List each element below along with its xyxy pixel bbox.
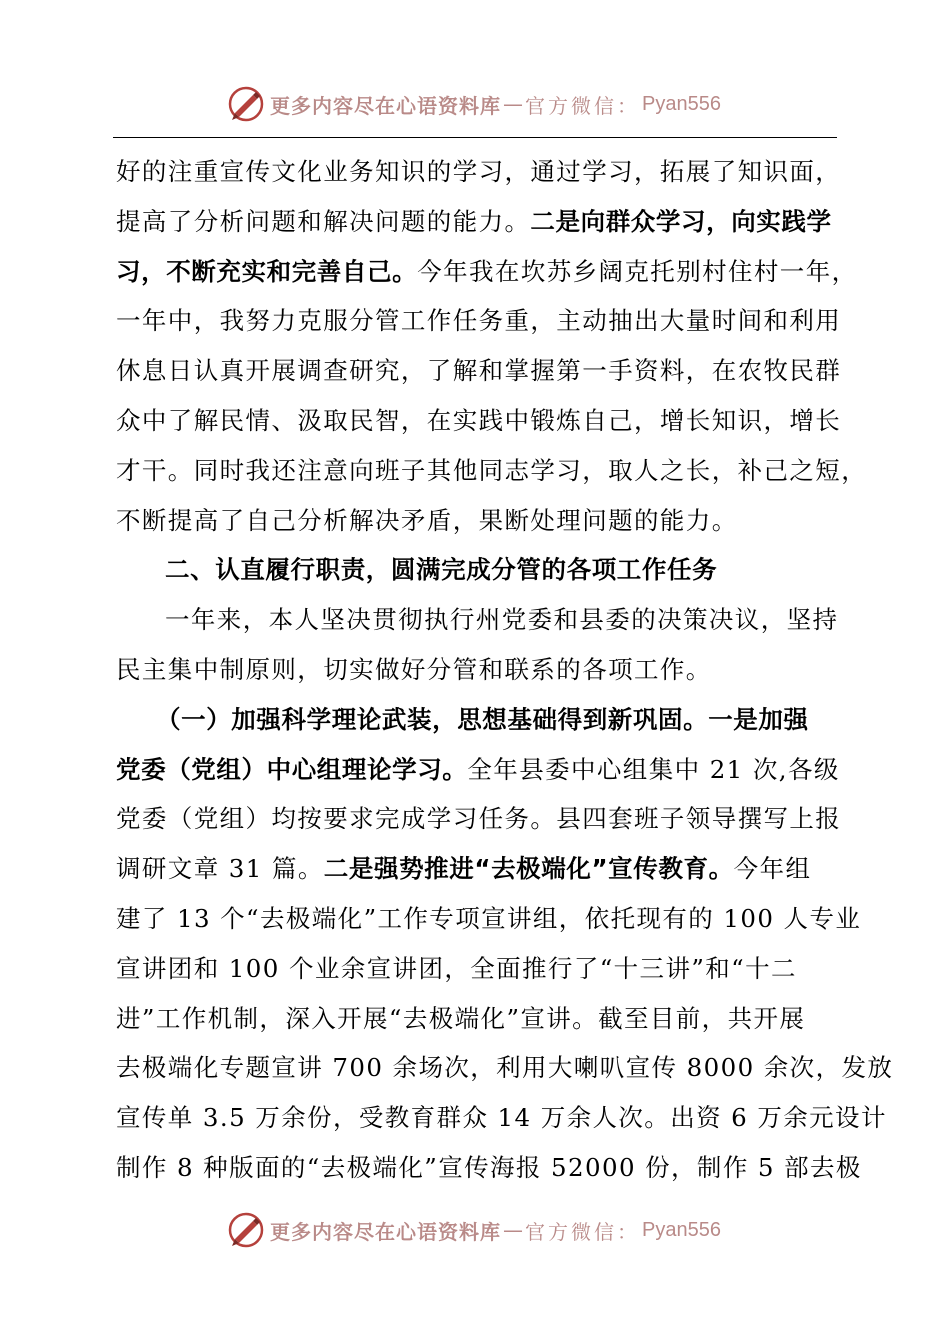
watermark-site-name: 更多内容尽在心语资料库 (270, 93, 501, 118)
header-divider (113, 137, 837, 138)
text-line: 众中了解民情、汲取民智，在实践中锻炼自己，增长知识，增长 (116, 405, 842, 435)
bold-text-segment: 二是向群众学习，向实践学 (530, 206, 832, 236)
text-line: 不断提高了自己分析解决矛盾，果断处理问题的能力。 (116, 505, 738, 535)
text-line: 去极端化专题宣讲 700 余场次，利用大喇叭宣传 8000 余次，发放 (116, 1053, 894, 1083)
text-line: 才干。同时我还注意向班子其他同志学习，取人之长，补己之短， (116, 455, 868, 485)
text-line: 党委（党组）均按要求完成学习任务。县四套班子领导撰写上报 (116, 804, 842, 834)
text-line: 民主集中制原则，切实做好分管和联系的各项工作。 (116, 654, 712, 684)
document-body (116, 147, 894, 1193)
watermark-wechat-id: Pyan556 (642, 92, 721, 115)
watermark-separator: — (503, 92, 523, 116)
header-watermark (226, 82, 726, 126)
text-line: 宣传单 3.5 万余份，受教育群众 14 万余人次。出资 6 万余元设计 (116, 1103, 887, 1133)
text-line: 一年来，本人坚决贯彻执行州党委和县委的决策决议，坚持 (165, 605, 839, 635)
footer-watermark (226, 1208, 726, 1252)
text-line: 宣讲团和 100 个业余宣讲团，全面推行了“十三讲”和“十二 (116, 953, 797, 983)
pen-logo-icon (226, 84, 266, 124)
bold-text-segment: 党委（党组）中心组理论学习。 (116, 754, 468, 784)
subsection-heading: （一）加强科学理论武装，思想基础得到新巩固。一是加强 (156, 704, 809, 734)
text-line: 休息日认真开展调查研究，了解和掌握第一手资料，在农牧民群 (116, 356, 842, 386)
text-line (116, 745, 856, 795)
text-segment: 今年组 (733, 854, 812, 884)
text-line: 制作 8 种版面的“去极端化”宣传海报 52000 份，制作 5 部去极 (116, 1152, 862, 1182)
text-segment: 今年我在坎苏乡阔克托别村住村一年， (417, 256, 858, 286)
text-line: 建了 13 个“去极端化”工作专项宣讲组，依托现有的 100 人专业 (116, 903, 862, 933)
text-line (116, 844, 856, 894)
text-segment: 调研文章 31 篇。 (116, 854, 324, 884)
text-line: 一年中，我努力克服分管工作任务重，主动抽出大量时间和利用 (116, 306, 842, 336)
pen-logo-icon (226, 1210, 266, 1250)
watermark-separator: — (503, 1218, 523, 1242)
watermark-site-name: 更多内容尽在心语资料库 (270, 1219, 501, 1244)
bold-text-segment: 二是强势推进“去极端化”宣传教育。 (323, 854, 734, 884)
watermark-official-label: 官方微信： (525, 1219, 640, 1244)
text-segment: 全年县委中心组集中 21 次,各级 (467, 754, 840, 784)
text-segment: 提高了分析问题和解决问题的能力。 (116, 206, 531, 236)
text-line (116, 197, 856, 247)
watermark-official-label: 官方微信： (525, 93, 640, 118)
text-line (116, 247, 856, 297)
watermark-wechat-id: Pyan556 (642, 1218, 721, 1241)
bold-text-segment: 习，不断充实和完善自己。 (116, 256, 418, 286)
section-heading: 二、认直履行职责，圆满完成分管的各项工作任务 (165, 555, 718, 585)
text-line: 进”工作机制，深入开展“去极端化”宣讲。截至目前，共开展 (116, 1003, 806, 1033)
text-line: 好的注重宣传文化业务知识的学习，通过学习，拓展了知识面， (116, 157, 842, 186)
